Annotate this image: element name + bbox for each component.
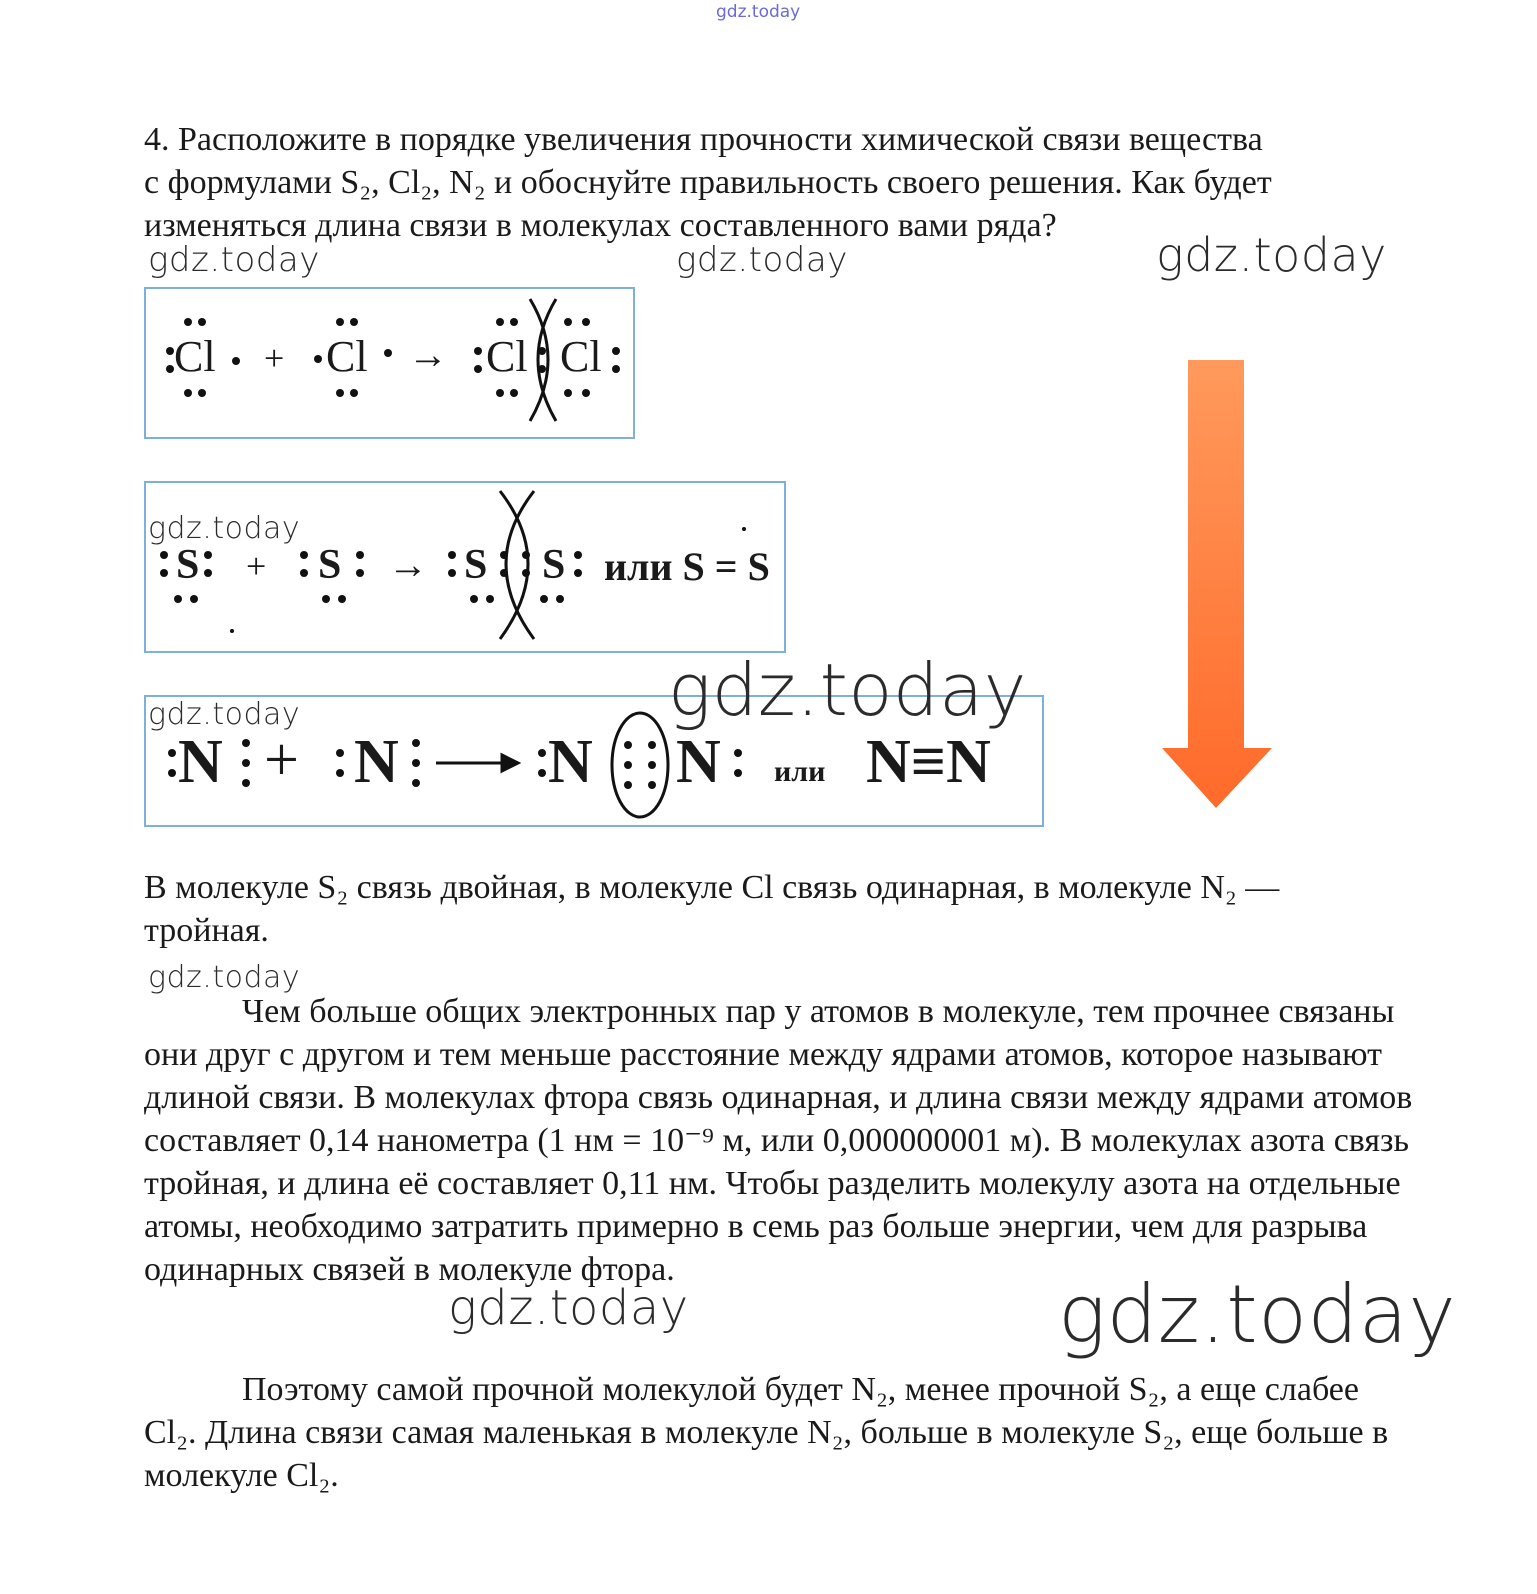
cl-arrow: → xyxy=(408,332,448,377)
s-arrow: → xyxy=(388,542,428,587)
top-watermark: gdz.today xyxy=(716,2,801,22)
answer-paragraph-1 xyxy=(144,866,1444,952)
n-ili: или xyxy=(774,755,826,788)
cl-bond-scheme xyxy=(144,287,635,439)
watermark: gdz.today xyxy=(1156,228,1387,282)
s-atom-2: S xyxy=(318,542,342,588)
answer-paragraph-3: Поэтому самой прочной молекулой будет N₂, менее прочной S₂, а еще слабее Cl₂. Длина связи самая маленькая в молекуле N₂, больше в молекуле S₂, еще больше в молекуле Cl₂. xyxy=(144,1371,1389,1494)
s-bond-scheme xyxy=(144,481,786,653)
cl-product-b: Cl xyxy=(560,332,602,381)
answer-paragraph-2: Чем больше общих электронных пар у атомов в молекуле, тем прочнее связаны они друг с другом и тем меньше расстояние между ядрами атомов, которое называют длиной связи. В молекулах фтора связь одинарная, и длина связи между ядрами атомов составляет 0,14 нанометра (1 нм = 10⁻⁹ м, или 0,000000001 м). В молекулах азота связь тройная, и длина её составляет 0,11 нм. Чтобы разделить молекулу азота на отдельные атомы, необходимо затратить примерно в семь раз больше энергии, чем для разрыва одинарных связей в молекуле фтора. xyxy=(144,993,1413,1288)
question-line-3: изменяться длина связи в молекулах составленного вами ряда? xyxy=(144,207,1057,244)
watermark: gdz.today xyxy=(148,697,301,732)
n-alt-formula: N≡N xyxy=(866,728,991,796)
watermark: gdz.today xyxy=(148,511,301,546)
question-line-1: 4. Расположите в порядке увеличения прочности химической связи вещества xyxy=(144,121,1263,158)
cl-atom-1: Cl xyxy=(174,332,216,381)
cl-atom-2: Cl xyxy=(326,332,368,381)
cl-product-a: Cl xyxy=(486,332,528,381)
n-product-b: N xyxy=(676,728,721,796)
s-plus: + xyxy=(246,546,267,586)
answer-line-2: тройная. xyxy=(144,912,269,949)
n-product-a: N xyxy=(548,728,593,796)
s-product-a: S xyxy=(464,542,488,588)
down-arrow-icon xyxy=(1158,356,1278,816)
s-electron-dots xyxy=(146,483,784,651)
answer-line-1: В молекуле S₂ связь двойная, в молекуле Cl связь одинарная, в молекуле N₂ — xyxy=(144,869,1280,906)
watermark: gdz.today xyxy=(1058,1268,1457,1361)
watermark: gdz.today xyxy=(676,240,848,280)
cl-electron-dots xyxy=(146,289,633,437)
n-atom-2: N xyxy=(354,728,399,796)
n-atom-1: N xyxy=(178,728,223,796)
s-atom-1: S xyxy=(176,542,200,588)
question-line-2: с формулами S₂, Cl₂, N₂ и обоснуйте правильность своего решения. Как будет xyxy=(144,164,1272,201)
s-product-b: S xyxy=(542,542,566,588)
n-plus: + xyxy=(264,726,299,794)
watermark: gdz.today xyxy=(448,1280,689,1336)
cl-plus: + xyxy=(264,338,285,378)
watermark: gdz.today xyxy=(148,240,320,280)
watermark: gdz.today xyxy=(668,648,1027,732)
s-alt-formula: или S = S xyxy=(604,544,770,589)
watermark: gdz.today xyxy=(148,960,301,995)
